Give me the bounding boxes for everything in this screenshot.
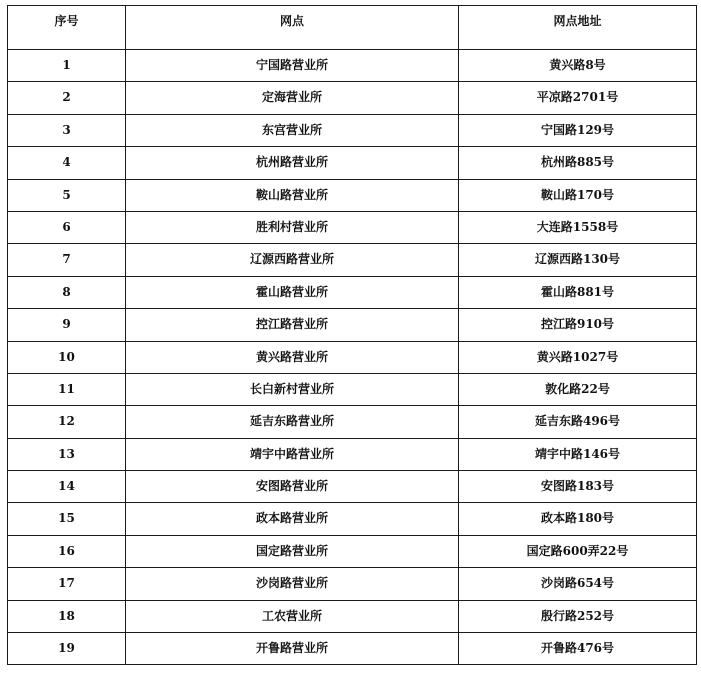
table-body (8, 50, 697, 665)
cell-branch: 辽源西路营业所 (126, 244, 459, 276)
cell-seq: 9 (8, 309, 126, 341)
cell-seq: 12 (8, 406, 126, 438)
cell-seq: 6 (8, 211, 126, 243)
table-row (8, 50, 697, 82)
cell-seq: 19 (8, 633, 126, 665)
table-row (8, 535, 697, 567)
cell-branch: 鞍山路营业所 (126, 179, 459, 211)
table-row (8, 471, 697, 503)
cell-address: 杭州路885号 (459, 147, 697, 179)
cell-address: 沙岗路654号 (459, 568, 697, 600)
cell-address: 安图路183号 (459, 471, 697, 503)
cell-branch: 延吉东路营业所 (126, 406, 459, 438)
cell-address: 殷行路252号 (459, 600, 697, 632)
table-row (8, 179, 697, 211)
cell-address: 敦化路22号 (459, 373, 697, 405)
table-row (8, 373, 697, 405)
header-address: 网点地址 (459, 6, 697, 50)
branch-table (7, 5, 697, 665)
cell-seq: 5 (8, 179, 126, 211)
cell-address: 控江路910号 (459, 309, 697, 341)
cell-seq: 18 (8, 600, 126, 632)
table-row (8, 147, 697, 179)
cell-branch: 胜利村营业所 (126, 211, 459, 243)
cell-address: 辽源西路130号 (459, 244, 697, 276)
table-row (8, 503, 697, 535)
table-header-row (8, 6, 697, 50)
cell-seq: 14 (8, 471, 126, 503)
cell-branch: 国定路营业所 (126, 535, 459, 567)
cell-address: 靖宇中路146号 (459, 438, 697, 470)
cell-seq: 8 (8, 276, 126, 308)
table-row (8, 309, 697, 341)
cell-address: 国定路600弄22号 (459, 535, 697, 567)
cell-address: 大连路1558号 (459, 211, 697, 243)
table-row (8, 406, 697, 438)
cell-branch: 开鲁路营业所 (126, 633, 459, 665)
cell-branch: 东宫营业所 (126, 114, 459, 146)
cell-seq: 16 (8, 535, 126, 567)
cell-seq: 10 (8, 341, 126, 373)
table-row (8, 600, 697, 632)
cell-seq: 15 (8, 503, 126, 535)
header-branch: 网点 (126, 6, 459, 50)
cell-branch: 控江路营业所 (126, 309, 459, 341)
table-row (8, 633, 697, 665)
cell-seq: 4 (8, 147, 126, 179)
cell-branch: 定海营业所 (126, 82, 459, 114)
cell-branch: 宁国路营业所 (126, 50, 459, 82)
cell-address: 霍山路881号 (459, 276, 697, 308)
table-row (8, 341, 697, 373)
table-row (8, 82, 697, 114)
cell-seq: 7 (8, 244, 126, 276)
cell-address: 平凉路2701号 (459, 82, 697, 114)
cell-branch: 工农营业所 (126, 600, 459, 632)
table-row (8, 568, 697, 600)
table-row (8, 114, 697, 146)
cell-branch: 沙岗路营业所 (126, 568, 459, 600)
cell-seq: 2 (8, 82, 126, 114)
cell-address: 宁国路129号 (459, 114, 697, 146)
cell-branch: 安图路营业所 (126, 471, 459, 503)
cell-address: 延吉东路496号 (459, 406, 697, 438)
cell-address: 开鲁路476号 (459, 633, 697, 665)
cell-seq: 17 (8, 568, 126, 600)
cell-branch: 杭州路营业所 (126, 147, 459, 179)
cell-address: 黄兴路8号 (459, 50, 697, 82)
cell-seq: 1 (8, 50, 126, 82)
cell-address: 政本路180号 (459, 503, 697, 535)
table-row (8, 244, 697, 276)
table-row (8, 438, 697, 470)
cell-seq: 13 (8, 438, 126, 470)
cell-address: 黄兴路1027号 (459, 341, 697, 373)
cell-branch: 靖宇中路营业所 (126, 438, 459, 470)
table-row (8, 211, 697, 243)
cell-branch: 黄兴路营业所 (126, 341, 459, 373)
cell-address: 鞍山路170号 (459, 179, 697, 211)
cell-branch: 政本路营业所 (126, 503, 459, 535)
cell-seq: 11 (8, 373, 126, 405)
cell-branch: 长白新村营业所 (126, 373, 459, 405)
cell-seq: 3 (8, 114, 126, 146)
table-row (8, 276, 697, 308)
header-seq: 序号 (8, 6, 126, 50)
cell-branch: 霍山路营业所 (126, 276, 459, 308)
